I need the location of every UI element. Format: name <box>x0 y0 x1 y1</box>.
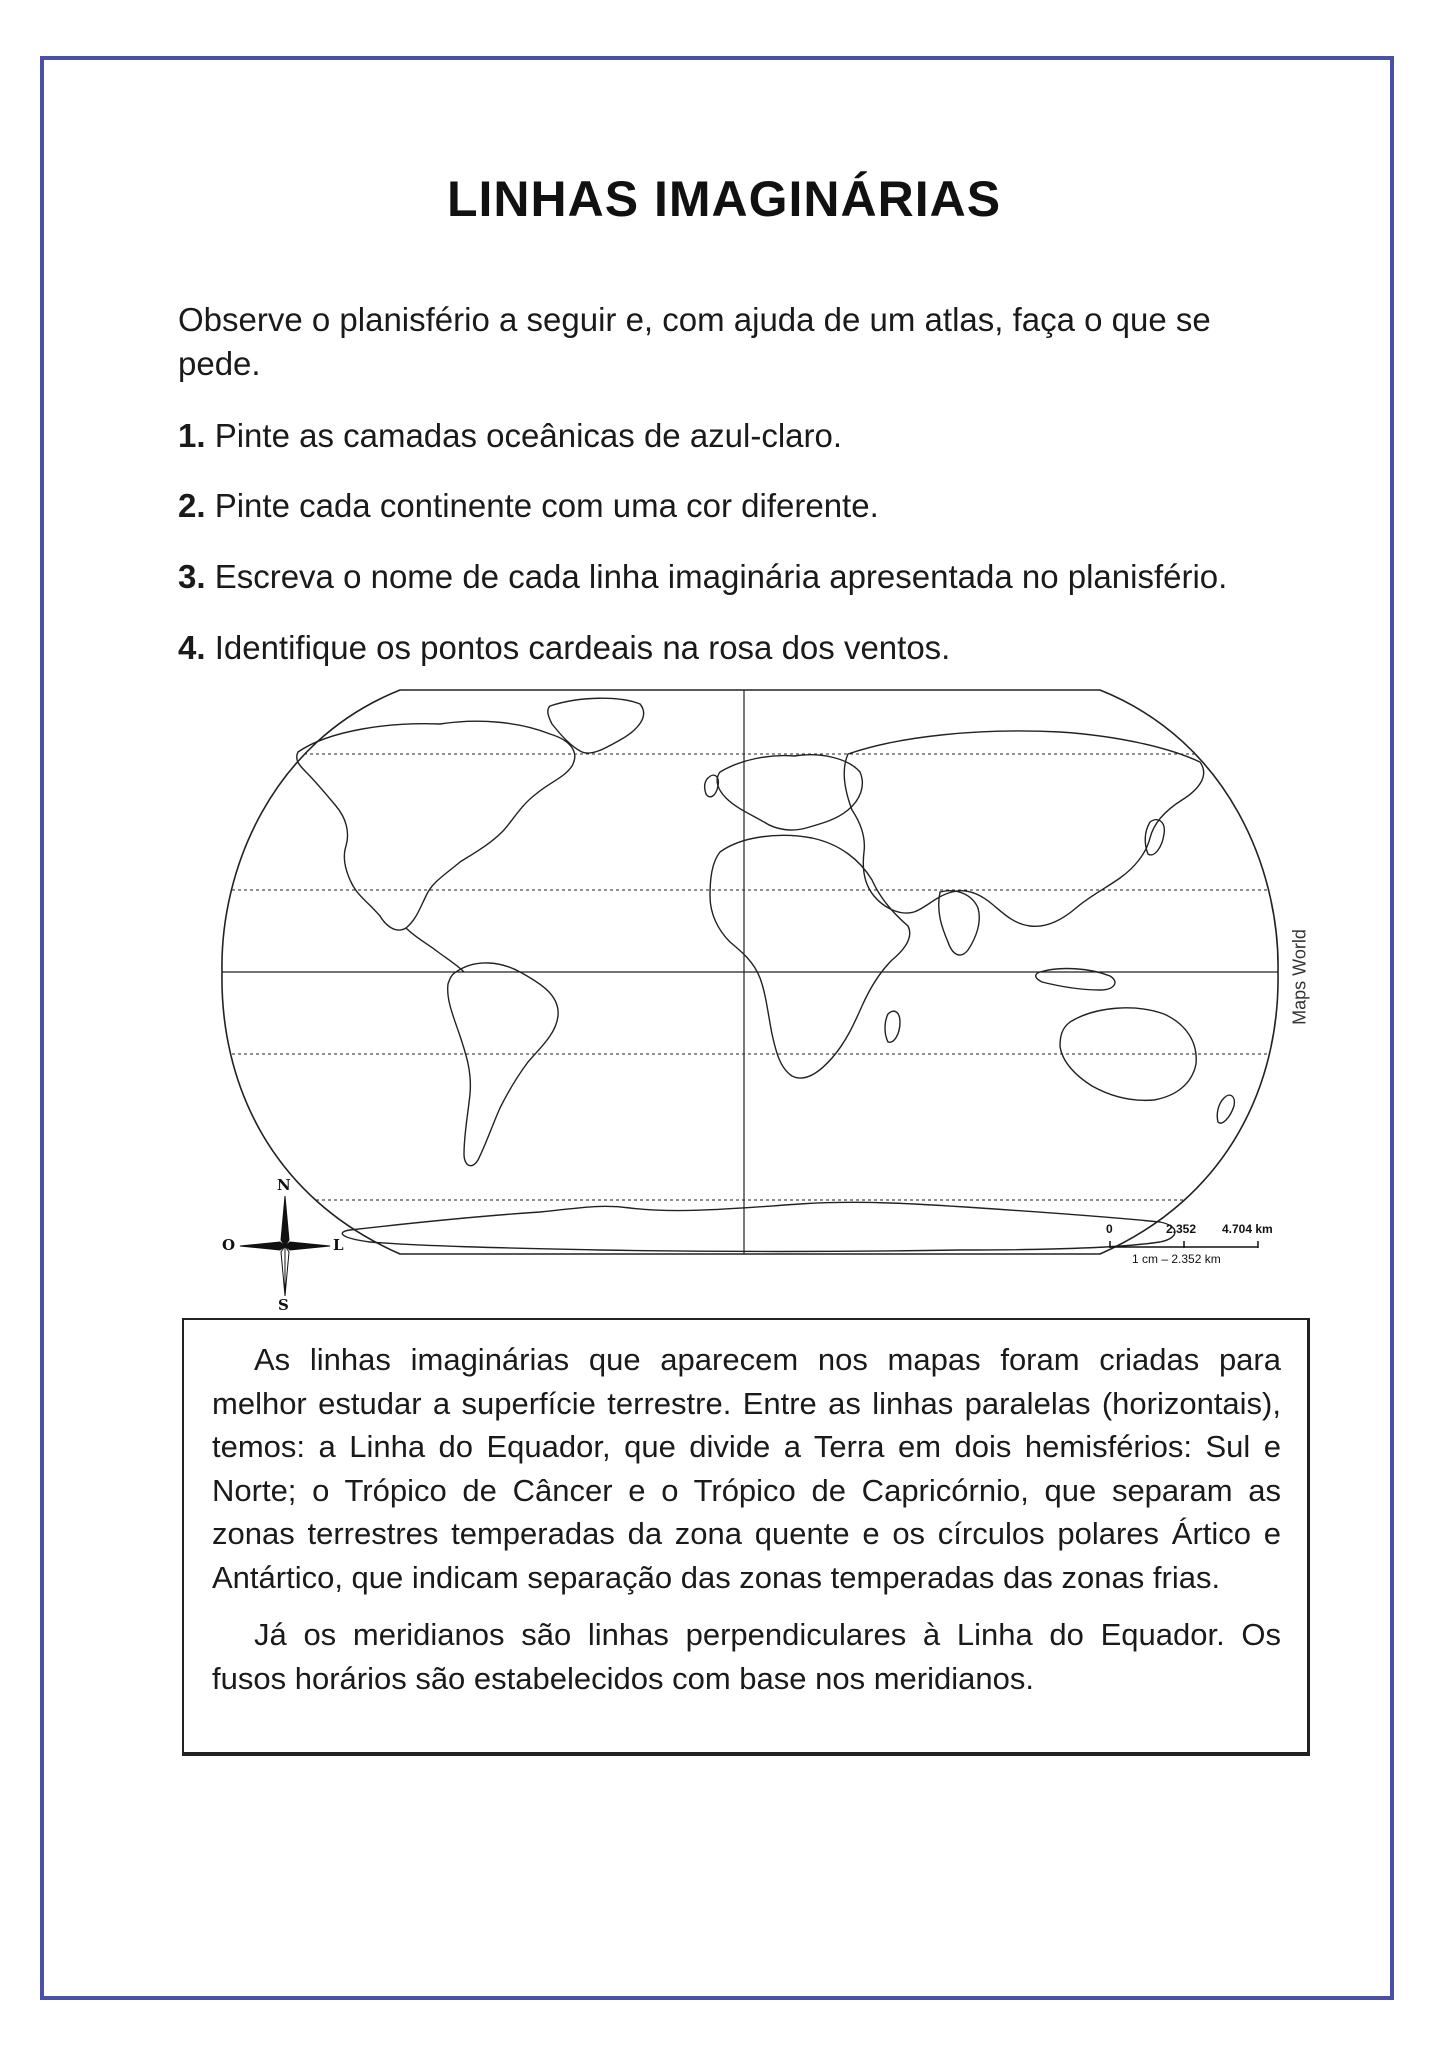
task-item-2 <box>178 484 879 528</box>
compass-rose <box>220 1176 350 1316</box>
scale-bar <box>1098 1238 1288 1252</box>
scale-zero: 0 <box>1106 1222 1113 1236</box>
map-scale <box>1098 1220 1288 1270</box>
task-item-4 <box>178 626 950 670</box>
map-credit <box>1286 912 1314 1042</box>
task-number: 3. <box>178 558 206 595</box>
greenland-shape <box>548 698 644 753</box>
compass-west-label: O <box>222 1236 236 1254</box>
europe-shape <box>717 755 862 830</box>
compass-rose-icon <box>220 1176 350 1316</box>
explanation-box <box>182 1318 1310 1756</box>
new-zealand-shape <box>1217 1095 1234 1123</box>
intro-text: Observe o planisfério a seguir e, com ajuda de um atlas, faça o que se pede. <box>178 301 1211 382</box>
world-map <box>220 682 1280 1262</box>
task-number: 4. <box>178 629 206 666</box>
task-number: 2. <box>178 487 206 524</box>
africa-shape <box>710 835 910 1078</box>
central-america-shape <box>406 928 464 972</box>
antarctica-shape <box>342 1202 1175 1251</box>
asia-shape <box>844 731 1204 926</box>
north-america-shape <box>297 721 575 930</box>
compass-east-label: L <box>333 1236 344 1254</box>
india-shape <box>939 891 980 955</box>
task-text: Escreva o nome de cada linha imaginária apresentada no planisfério. <box>214 558 1228 595</box>
uk-shape <box>705 775 719 797</box>
page-title: LINHAS IMAGINÁRIAS <box>446 171 1002 227</box>
task-text: Pinte cada continente com uma cor diferente. <box>214 487 879 524</box>
task-text: Identifique os pontos cardeais na rosa dos ventos. <box>214 629 951 666</box>
scale-end: 4.704 km <box>1222 1222 1273 1236</box>
scale-mid: 2.352 <box>1166 1222 1197 1236</box>
scale-ratio: 1 cm – 2.352 km <box>1132 1252 1221 1266</box>
madagascar-shape <box>885 1011 900 1042</box>
explanation-paragraph-2: Já os meridianos são linhas perpendiculares à Linha do Equador. Os fusos horários são estabelecidos com base nos meridianos. <box>212 1617 1281 1696</box>
map-credit-text: Maps World <box>1289 929 1310 1025</box>
south-america-shape <box>448 963 558 1166</box>
task-item-3 <box>178 555 1227 599</box>
explanation-paragraph-1: As linhas imaginárias que aparecem nos mapas foram criadas para melhor estudar a superfície terrestre. Entre as linhas paralelas (horizontais), temos: a Linha do Equador, que divide a Terra em dois hemisférios: Sul e Norte; o Trópico de Câncer e o Trópico de Capricórnio, que separam as zonas terrestres temperadas da zona quente e os círculos polares Ártico e Antártico, que indicam separação das zonas temperadas das zonas frias. <box>212 1342 1281 1595</box>
compass-south-label: S <box>278 1296 289 1314</box>
task-item-1 <box>178 414 842 458</box>
compass-north-label: N <box>277 1176 291 1194</box>
task-text: Pinte as camadas oceânicas de azul-claro. <box>214 417 843 454</box>
task-number: 1. <box>178 417 206 454</box>
